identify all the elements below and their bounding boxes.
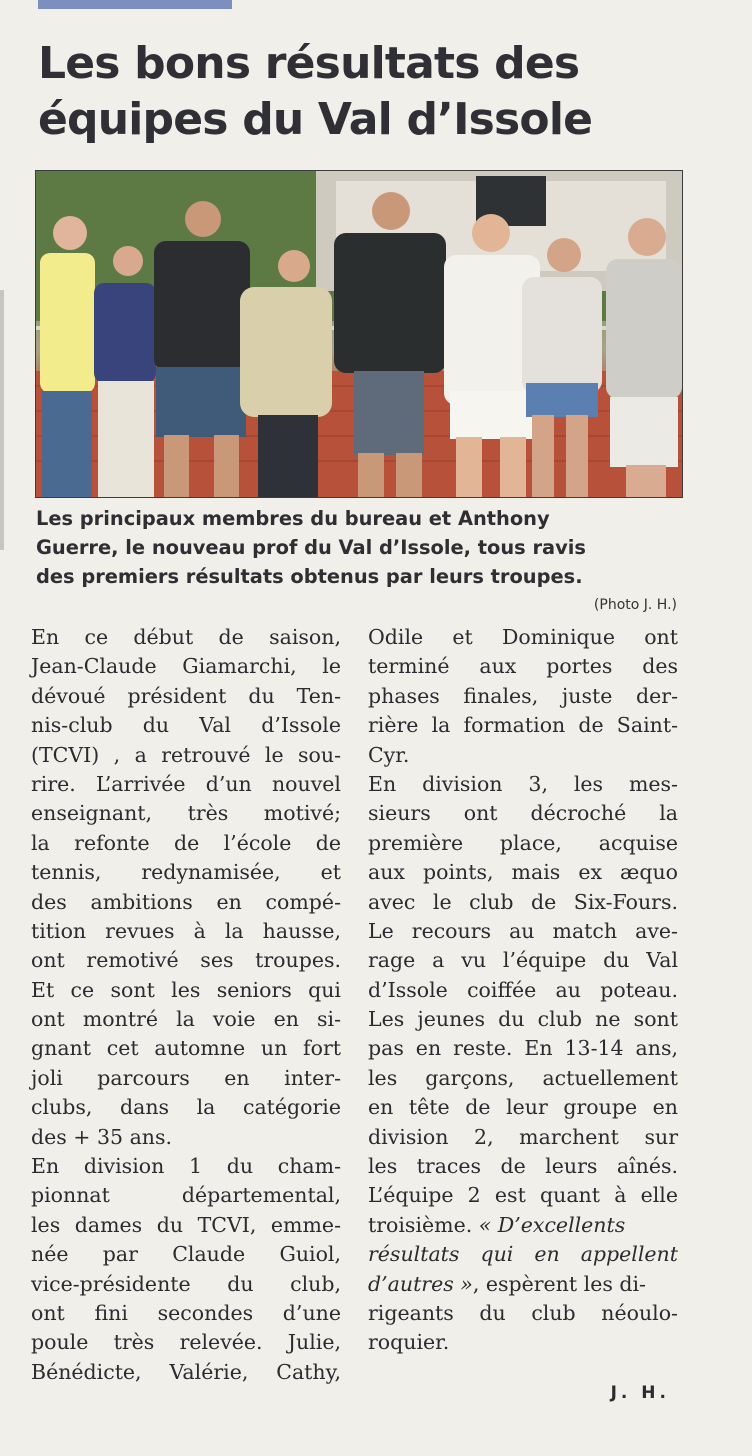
person-2 — [94, 246, 156, 497]
caption-line-3: des premiers résultats obtenus par leurs troupes. — [36, 565, 583, 588]
body-line: ont remotivé ses troupes. — [31, 948, 341, 973]
article-column-2 — [368, 623, 678, 1358]
body-line: tennis, redynamisée, et — [31, 860, 341, 885]
body-line: d’Issole coiffée au poteau. — [368, 977, 678, 1002]
body-line: L’équipe 2 est quant à elle — [368, 1183, 678, 1208]
body-line: phases finales, juste der- — [368, 683, 678, 708]
body-line: roquier. — [368, 1330, 450, 1355]
quote-text: « D’excellents — [478, 1212, 626, 1237]
body-line: la refonte de l’école de — [31, 830, 341, 855]
body-line: division 2, marchent sur — [368, 1124, 678, 1149]
body-line: en tête de leur groupe en — [368, 1095, 678, 1120]
body-line: Les jeunes du club ne sont — [368, 1007, 678, 1032]
body-line: Bénédicte, Valérie, Cathy, — [31, 1359, 341, 1384]
person-8 — [606, 218, 682, 497]
body-line — [368, 1240, 678, 1269]
photo-caption — [36, 504, 684, 591]
quote-text: résultats qui en appellent — [368, 1242, 678, 1267]
body-line: les garçons, actuellement — [368, 1065, 678, 1090]
headline — [38, 36, 718, 148]
headline-line-1: Les bons résultats des — [38, 38, 580, 89]
body-line — [368, 1211, 678, 1240]
body-line: première place, acquise — [368, 830, 678, 855]
body-line: (TCVI) , a retrouvé le sou- — [31, 742, 341, 767]
author-signature: J. H. — [610, 1383, 670, 1403]
body-text: , espèrent les di- — [472, 1271, 646, 1296]
body-line: des ambitions en compé- — [31, 889, 341, 914]
body-line: nis-club du Val d’Issole — [31, 713, 341, 738]
body-line: tition revues à la hausse, — [31, 918, 341, 943]
body-line: née par Claude Guiol, — [31, 1242, 341, 1267]
body-line: Et ce sont les seniors qui — [31, 977, 341, 1002]
body-line: avec le club de Six-Fours. — [368, 889, 678, 914]
body-line: Odile et Dominique ont — [368, 625, 678, 649]
body-line: aux points, mais ex æquo — [368, 860, 678, 885]
body-line: dévoué président du Ten- — [31, 683, 341, 708]
group-photo — [35, 170, 683, 498]
body-line: enseignant, très motivé; — [31, 801, 341, 826]
caption-line-2: Guerre, le nouveau prof du Val d’Issole, tous ravis — [36, 536, 586, 559]
body-line — [368, 1270, 678, 1299]
body-line: des + 35 ans. — [31, 1124, 173, 1149]
body-line: Jean-Claude Giamarchi, le — [31, 654, 341, 679]
section-tab — [38, 0, 232, 9]
body-line: joli parcours en inter- — [31, 1065, 341, 1090]
body-line: pas en reste. En 13-14 ans, — [368, 1036, 678, 1061]
body-line: En division 3, les mes- — [368, 771, 678, 796]
body-text: troisième. — [368, 1212, 479, 1237]
quote-text: d’autres » — [368, 1271, 473, 1296]
body-line: clubs, dans la catégorie — [31, 1095, 341, 1120]
body-line: ont montré la voie en si- — [31, 1007, 341, 1032]
body-line: rière la formation de Saint- — [368, 713, 678, 738]
body-line: poule très relevée. Julie, — [31, 1330, 341, 1355]
body-line: En division 1 du cham- — [31, 1154, 341, 1179]
body-line: rire. L’arrivée d’un nouvel — [31, 771, 341, 796]
body-line: vice-présidente du club, — [31, 1271, 341, 1296]
body-line: rigeants du club néoulo- — [368, 1300, 678, 1325]
body-line: sieurs ont décroché la — [368, 801, 678, 826]
body-line: les traces de leurs aînés. — [368, 1154, 678, 1179]
body-line: ont fini secondes d’une — [31, 1300, 341, 1325]
caption-line-1: Les principaux membres du bureau et Anthony — [36, 507, 550, 530]
adjacent-column-edge — [0, 290, 4, 550]
body-line: rage a vu l’équipe du Val — [368, 948, 678, 973]
headline-line-2: équipes du Val d’Issole — [38, 94, 593, 145]
body-line: les dames du TCVI, emme- — [31, 1212, 341, 1237]
photo-credit: (Photo J. H.) — [593, 597, 677, 613]
body-line: terminé aux portes des — [368, 654, 678, 679]
article-column-1 — [31, 623, 341, 1387]
body-line: Cyr. — [368, 742, 410, 767]
person-1 — [40, 216, 95, 497]
body-line: Le recours au match ave- — [368, 918, 678, 943]
body-line: gnant cet automne un fort — [31, 1036, 341, 1061]
body-line: pionnat départemental, — [31, 1183, 341, 1208]
body-line: En ce début de saison, — [31, 625, 341, 649]
